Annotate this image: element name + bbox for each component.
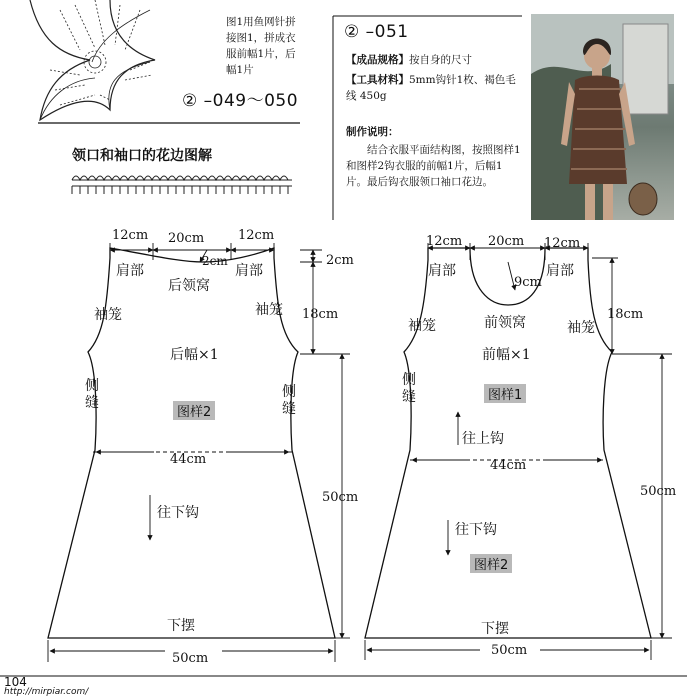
front-label-pattern-1: 图样1 [484, 384, 526, 403]
front-label-piece: 前幅×1 [482, 347, 531, 363]
front-dim-neck: 20cm [488, 234, 525, 249]
back-label-sleeve-right: 袖笼 [255, 302, 283, 318]
front-dim-armhole: 18cm [607, 307, 644, 322]
back-label-side-left: 侧缝 [85, 378, 99, 411]
back-label-shoulder-right: 肩部 [235, 263, 263, 279]
front-dim-hem: 50cm [491, 643, 528, 658]
page-number: 104 [4, 675, 27, 689]
spec-value: 按自身的尺寸 [409, 54, 472, 66]
front-label-direction-down: 往下钩 [455, 522, 497, 538]
crochet-flower-motif [30, 0, 155, 120]
back-label-piece: 后幅×1 [170, 347, 219, 363]
back-dim-neck-depth-right: 2cm [326, 253, 354, 268]
spec-label: 【成品规格】 [346, 54, 409, 66]
product-code: ② –051 [344, 22, 409, 42]
method-text: 结合衣服平面结构图，按照图样1和图样2钩衣服的前幅1片，后幅1片。最后钩衣服领口袖口花边。 [346, 144, 521, 188]
source-url[interactable]: http://mirpiar.com/ [4, 687, 89, 697]
front-label-sleeve-left: 袖笼 [408, 318, 436, 334]
edge-pattern-title: 领口和袖口的花边图解 [72, 148, 212, 164]
back-dim-length: 50cm [322, 490, 359, 505]
back-label-sleeve-left: 袖笼 [94, 307, 122, 323]
front-dim-chest: 44cm [490, 458, 527, 473]
back-dim-armhole: 18cm [302, 307, 339, 322]
tools-value: 5mm钩针1枚、褐色毛线 450g [346, 74, 516, 102]
back-label-side-right: 侧缝 [282, 384, 296, 417]
front-dim-shoulder-left: 12cm [426, 234, 463, 249]
model-photo [531, 14, 674, 220]
front-label-hem: 下摆 [481, 621, 509, 637]
back-label-direction: 往下钩 [157, 505, 199, 521]
back-label-shoulder-left: 肩部 [116, 263, 144, 279]
front-dim-length: 50cm [640, 484, 677, 499]
front-label-direction-up: 往上钩 [462, 431, 504, 447]
back-label-pattern: 图样2 [173, 401, 215, 420]
spec-row [346, 52, 526, 68]
motif-assembly-note: 图1用鱼网针拼接图1，拼成衣服前幅1片，后幅1片 [226, 16, 296, 76]
back-dim-shoulder-left: 12cm [112, 228, 149, 243]
method-title: 制作说明： [346, 126, 399, 138]
front-dimension-lines [365, 243, 672, 660]
front-label-shoulder-left: 肩部 [428, 263, 456, 279]
back-label-neck: 后领窝 [168, 278, 210, 294]
back-dim-neck: 20cm [168, 231, 205, 246]
back-dim-neck-depth: 2cm [202, 254, 228, 268]
front-label-neck: 前领窝 [484, 315, 526, 331]
back-dim-chest: 44cm [170, 452, 207, 467]
front-label-side: 侧缝 [402, 372, 416, 405]
front-dim-neck-depth: 9cm [514, 275, 542, 290]
back-dim-shoulder-right: 12cm [238, 228, 275, 243]
back-dim-hem: 50cm [172, 651, 209, 666]
front-label-pattern-2: 图样2 [470, 554, 512, 573]
front-label-shoulder-right: 肩部 [546, 263, 574, 279]
edge-pattern-strip [72, 176, 292, 194]
pattern-code-049-050: ② –049～050 [182, 91, 299, 111]
tools-row [346, 72, 526, 104]
front-dim-shoulder-right: 12cm [544, 236, 581, 251]
front-label-sleeve-right: 袖笼 [567, 320, 595, 336]
back-piece-outline [48, 248, 335, 638]
tools-label: 【工具材料】 [346, 74, 409, 86]
back-label-hem: 下摆 [167, 618, 195, 634]
